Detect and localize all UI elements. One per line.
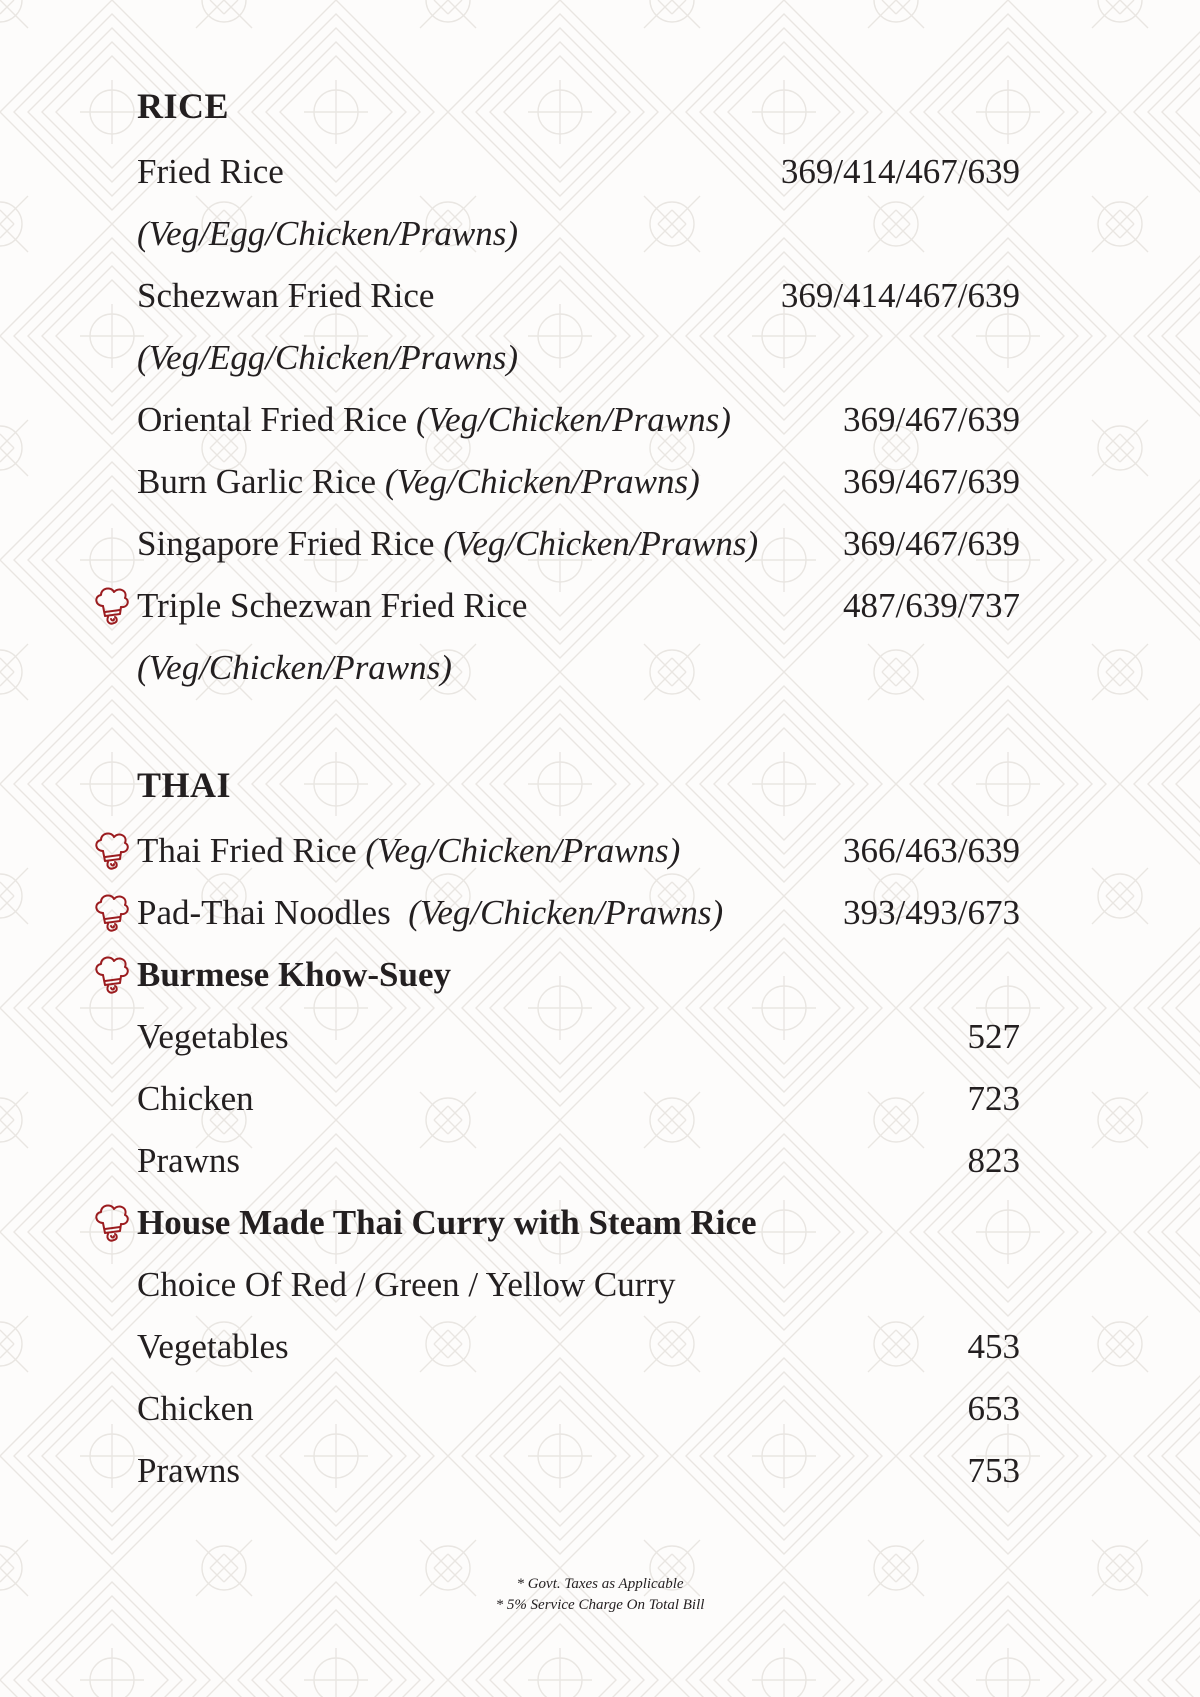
item-name: Singapore Fried Rice [137,524,435,563]
item-name-with-description [137,895,723,930]
menu-item-heading [137,1205,1020,1267]
menu-item [137,895,1020,957]
menu-item-heading [137,957,1020,1019]
menu-item [137,1081,1020,1143]
item-name-with-description [137,464,700,499]
item-price: 369/467/639 [843,462,1020,501]
item-price: 723 [967,1079,1020,1118]
menu-item-description [137,340,1020,402]
item-price: 369/414/467/639 [780,152,1020,191]
menu-item [137,464,1020,526]
item-price: 366/463/639 [843,831,1020,870]
item-name: Chicken [137,1389,254,1428]
item-name: Prawns [137,1451,241,1490]
menu-item [137,402,1020,464]
item-name: Oriental Fried Rice [137,400,408,439]
footer-tax-note: * Govt. Taxes as Applicable [516,1576,684,1592]
item-price: 453 [967,1327,1020,1366]
section-title-rice: RICE [137,86,230,126]
item-name: Burn Garlic Rice [137,462,377,501]
chef-hat-icon [91,584,131,628]
item-price: 527 [967,1017,1020,1056]
item-name: Vegetables [137,1017,289,1056]
menu-item [137,278,1020,340]
item-name-with-description [137,526,758,561]
item-name: House Made Thai Curry with Steam Rice [137,1203,757,1242]
chef-hat-icon [91,953,131,997]
item-description: (Veg/Chicken/Prawns) [408,893,724,932]
menu-item [137,1453,1020,1515]
menu-item-description [137,650,1020,712]
item-description: (Veg/Chicken/Prawns) [443,524,759,563]
item-name: Choice Of Red / Green / Yellow Curry [137,1265,676,1304]
item-price: 369/467/639 [843,524,1020,563]
item-name-with-description [137,402,731,437]
section-title-thai: THAI [137,765,232,805]
item-description: (Veg/Chicken/Prawns) [384,462,700,501]
item-description: (Veg/Chicken/Prawns) [137,648,452,687]
item-description: (Veg/Chicken/Prawns) [415,400,731,439]
footer-service-charge-note: * 5% Service Charge On Total Bill [495,1597,705,1613]
menu-item [137,1329,1020,1391]
item-name-with-description [137,833,680,868]
menu-item [137,154,1020,216]
menu-item [137,833,1020,895]
item-name: Burmese Khow-Suey [137,955,452,994]
item-name: Schezwan Fried Rice [137,276,435,315]
item-price: 653 [967,1389,1020,1428]
item-price: 369/467/639 [843,400,1020,439]
item-name: Triple Schezwan Fried Rice [137,586,528,625]
menu-item-note [137,1267,1020,1329]
item-name: Pad-Thai Noodles [137,893,391,932]
item-name: Thai Fried Rice [137,831,357,870]
item-price: 393/493/673 [843,893,1020,932]
menu-item [137,1143,1020,1205]
menu-item [137,526,1020,588]
item-price: 369/414/467/639 [780,276,1020,315]
menu-item [137,588,1020,650]
item-name: Fried Rice [137,152,284,191]
menu-item [137,1391,1020,1453]
item-name: Vegetables [137,1327,289,1366]
menu-item-description [137,216,1020,278]
chef-hat-icon [91,1201,131,1245]
item-name: Prawns [137,1141,241,1180]
item-description: (Veg/Egg/Chicken/Prawns) [137,338,519,377]
item-name: Chicken [137,1079,254,1118]
item-description: (Veg/Egg/Chicken/Prawns) [137,214,519,253]
chef-hat-icon [91,829,131,873]
menu-item [137,1019,1020,1081]
item-price: 753 [967,1451,1020,1490]
item-price: 823 [967,1141,1020,1180]
chef-hat-icon [91,891,131,935]
footer-notes [0,1574,1200,1616]
item-description: (Veg/Chicken/Prawns) [365,831,681,870]
item-price: 487/639/737 [843,586,1020,625]
